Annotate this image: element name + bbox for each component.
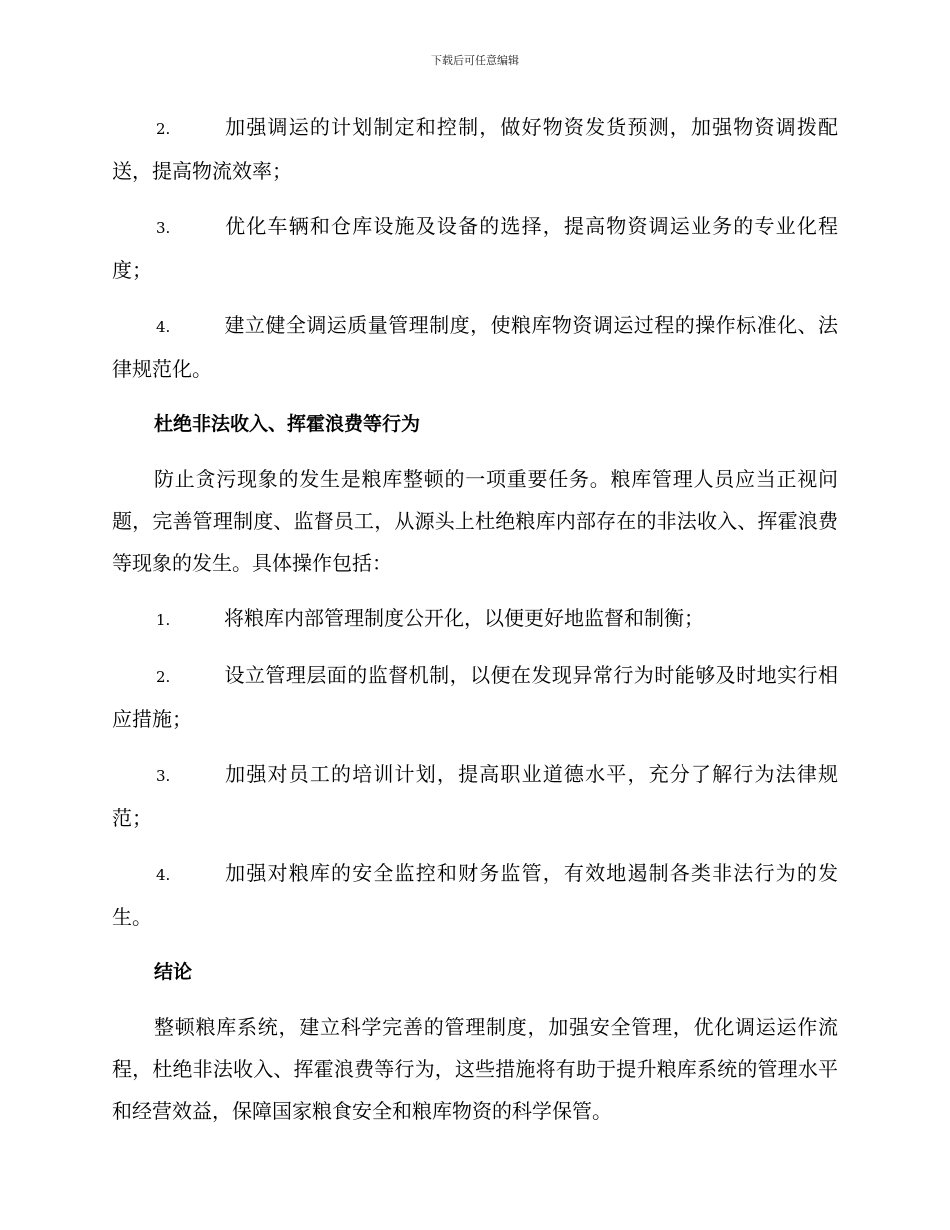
- list-number: 4.: [156, 318, 171, 336]
- list-number: 1.: [156, 611, 171, 629]
- list-text: 建立健全调运质量管理制度，使粮库物资调运过程的操作标准化、法律规范化。: [112, 313, 838, 381]
- list-text: 加强对粮库的安全监控和财务监管，有效地遏制各类非法行为的发生。: [112, 861, 838, 929]
- list-text: 优化车辆和仓库设施及设备的选择，提高物资调运业务的专业化程度；: [112, 214, 838, 282]
- list-text: 设立管理层面的监督机制，以便在发现异常行为时能够及时地实行相应措施；: [112, 663, 838, 731]
- page-header: 下载后可任意编辑: [431, 54, 519, 67]
- list-item: [112, 205, 838, 291]
- list-item: [112, 753, 838, 839]
- section-paragraph: 防止贪污现象的发生是粮库整顿的一项重要任务。粮库管理人员应当正视问题，完善管理制度、监督员工，从源头上杜绝粮库内部存在的非法收入、挥霍浪费等现象的发生。具体操作包括：: [112, 467, 838, 575]
- list-number: 3.: [156, 219, 171, 237]
- list-number: 2.: [156, 120, 171, 138]
- list-item: [112, 852, 838, 938]
- list-number: 2.: [156, 668, 171, 686]
- document-body: [112, 106, 838, 1145]
- conclusion-heading: 结论: [154, 961, 193, 983]
- list-text: 加强对员工的培训计划，提高职业道德水平，充分了解行为法律规范；: [112, 762, 838, 830]
- list-item: [112, 654, 838, 740]
- list-item: [112, 106, 838, 192]
- conclusion-paragraph: 整顿粮库系统，建立科学完善的管理制度，加强安全管理，优化调运运作流程，杜绝非法收入、挥霍浪费等行为，这些措施将有助于提升粮库系统的管理水平和经营效益，保障国家粮食安全和粮库物资的科学保管。: [112, 1015, 838, 1123]
- list-number: 3.: [156, 767, 171, 785]
- list-number: 4.: [156, 866, 171, 884]
- section-heading: 杜绝非法收入、挥霍浪费等行为: [154, 413, 421, 435]
- list-item: [112, 597, 838, 641]
- list-text: 将粮库内部管理制度公开化，以便更好地监督和制衡；: [224, 606, 704, 630]
- list-text: 加强调运的计划制定和控制，做好物资发货预测，加强物资调拨配送，提高物流效率；: [112, 115, 838, 183]
- list-item: [112, 304, 838, 390]
